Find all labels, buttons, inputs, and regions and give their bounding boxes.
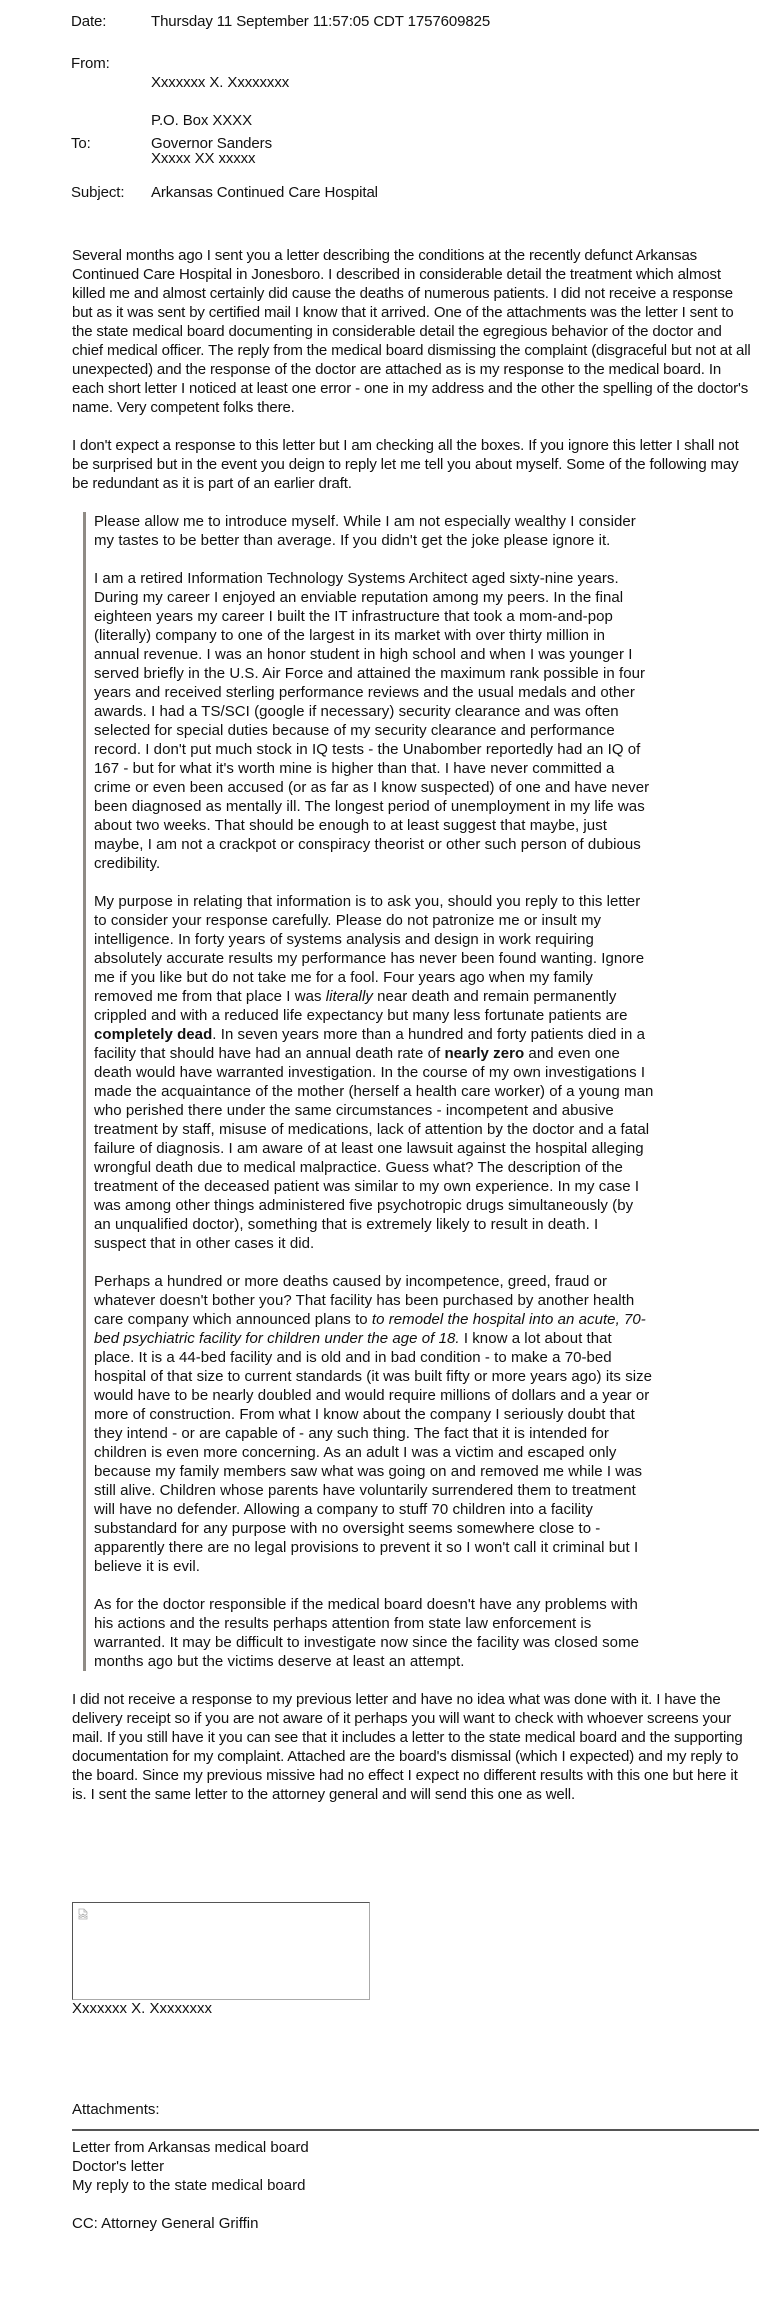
body-paragraph: Several months ago I sent you a letter describing the conditions at the recently defunct Arkansas Continued Care Hospital in Jonesboro. I described in considerable detail the treatment which almost killed me and almost certainly did cause the deaths of numerous patients. I did not receive a response but as it was sent by certified mail I know that it arrived. One of the attachments was the letter I sent to the state medical board documenting in considerable detail the egregious behavior of the doctor and chief medical officer. The reply from the medical board dismissing the complaint (disgraceful but not at all unexpected) and the response of the doctor are attached as is my response to the medical board. In each short letter I noticed at least one error - one in my address and the other the spelling of the doctor's name. Very competent folks there. bbox=[72, 247, 751, 416]
attachments-list bbox=[72, 2138, 309, 2195]
to-value: Governor Sanders bbox=[151, 135, 272, 152]
quote-text: and even one death would have warranted investigation. In the course of my own investigations I made the acquaintance of the mother (herself a health care worker) of a young man who perished there under the same circumstances - incompetent and abusive treatment by staff, misuse of medications, lack of attention by the doctor and a fatal failure of diagnosis. I am aware of at least one lawsuit against the hospital alleging wrongful death due to medical malpractice. Guess what? The description of the treatment of the deceased patient was similar to my own experience. In my case I was among other things administered five psychotropic drugs simultaneously (by an unqualified doctor), something that is extremely likely to result in death. I suspect that in other cases it did. bbox=[94, 1045, 654, 1252]
header-subject-row bbox=[71, 183, 378, 202]
quote-text: near death and remain permanently crippled and with a reduced life expectancy but many less fortunate patients are bbox=[94, 988, 628, 1024]
quote-text: My purpose in relating that information is to ask you, should you reply to this letter to consider your response carefully. Please do not patronize me or insult my intelligence. In forty years of systems analysis and design in work requiring absolutely accurate results my performance has never been found wanting. Ignore me if you like but do not take me for a fool. Four years ago when my family removed me from that place I was bbox=[94, 893, 645, 1005]
from-po-box: P.O. Box XXXX bbox=[151, 112, 252, 129]
emphasis-literally: literally bbox=[325, 988, 373, 1005]
quoted-announcement: to remodel the hospital into an acute, 70-bed psychiatric facility for children under the age of 18. bbox=[94, 1311, 646, 1347]
emphasis-nearly-zero: nearly zero bbox=[444, 1045, 525, 1062]
date-label: Date: bbox=[71, 13, 107, 30]
attachments-label: Attachments: bbox=[72, 2101, 160, 2118]
header-date-row bbox=[71, 12, 490, 31]
quote-text: Perhaps a hundred or more deaths caused by incompetence, greed, fraud or whatever doesn't bother you? That facility has been purchased by another health care company which announced plans to bbox=[94, 1273, 635, 1328]
header-from-row bbox=[71, 54, 289, 187]
signature-name: Xxxxxxx X. Xxxxxxxx bbox=[72, 2000, 213, 2017]
from-name: Xxxxxxx X. Xxxxxxxx bbox=[151, 74, 290, 91]
quote-paragraph: Please allow me to introduce myself. While I am not especially wealthy I consider my tastes to be better than average. If you didn't get the joke please ignore it. bbox=[94, 513, 636, 549]
body-paragraph: I did not receive a response to my previous letter and have no idea what was done with it. I have the delivery receipt so if you are not aware of it perhaps you will want to check with whoever screens your mail. If you still have it you can see that it includes a letter to the state medical board and the supporting documentation for my complaint. Attached are the board's dismissal (which I expected) and my reply to the board. Since my previous missive had no effect I expect no different results with this one but here it is. I sent the same letter to the attorney general and will send this one as well. bbox=[72, 1691, 743, 1803]
quoted-draft bbox=[83, 512, 654, 1671]
quote-paragraph bbox=[94, 892, 654, 1253]
from-label: From: bbox=[71, 55, 110, 72]
cc-line: CC: Attorney General Griffin bbox=[72, 2215, 259, 2232]
subject-label: Subject: bbox=[71, 184, 125, 201]
quote-text: . In seven years more than a hundred and forty patients died in a facility that should have had an annual death rate of bbox=[94, 1026, 645, 1062]
date-value: Thursday 11 September 11:57:05 CDT 1757609825 bbox=[151, 13, 491, 30]
attachment-item: Doctor's letter bbox=[72, 2158, 165, 2175]
body-paragraph: I don't expect a response to this letter but I am checking all the boxes. If you ignore this letter I shall not be surprised but in the event you deign to reply let me tell you about myself. Some of the following may be redundant as it is part of an earlier draft. bbox=[72, 437, 739, 492]
header-to-row bbox=[71, 134, 272, 153]
from-address bbox=[151, 54, 289, 187]
subject-value: Arkansas Continued Care Hospital bbox=[151, 184, 378, 201]
letter-body bbox=[72, 246, 752, 1823]
attachment-item: Letter from Arkansas medical board bbox=[72, 2139, 309, 2156]
quote-paragraph: As for the doctor responsible if the medical board doesn't have any problems with his actions and the results perhaps attention from state law enforcement is warranted. It may be difficult to investigate now since the facility was closed some months ago but the victims deserve at least an attempt. bbox=[94, 1596, 640, 1670]
emphasis-completely-dead: completely dead bbox=[94, 1026, 213, 1043]
attachments-divider bbox=[72, 2129, 759, 2131]
quote-paragraph: I am a retired Information Technology Systems Architect aged sixty-nine years. During my career I enjoyed an enviable reputation among my peers. In the final eighteen years my career I built the IT infrastructure that took a mom-and-pop (literally) company to one of the largest in its market with over thirty million in annual revenue. I was an honor student in high school and when I was younger I served briefly in the U.S. Air Force and attained the maximum rank possible in four years and received sterling performance reviews and the usual medals and other awards. I had a TS/SCI (google if necessary) security clearance and was often selected for special duties because of my security clearance and performance record. I don't put much stock in IQ tests - the Unabomber reportedly had an IQ of 167 - but for what it's worth mine is higher than that. I have never committed a crime or even been accused (or as far as I know suspected) of one and have never been diagnosed as mentally ill. The longest period of unemployment in my life was about two weeks. That should be enough to at least suggest that maybe, just maybe, I am not a crackpot or conspiracy theorist or other such person of dubious credibility. bbox=[94, 570, 650, 872]
quote-text: I know a lot about that place. It is a 44-bed facility and is old and in bad condition - to make a 70-bed hospital of that size to current standards (it was built fifty or more years ago) its size would have to be nearly doubled and would require millions of dollars and a year or more of construction. From what I know about the company I seriously doubt that they intend - or are capable of - any such thing. The fact that it is intended for children is even more concerning. As an adult I was a victim and escaped only because my family members saw what was going on and removed me while I was still alive. Children whose parents have voluntarily surrendered them to treatment will have no defender. Allowing a company to stuff 70 children into a facility substandard for any purpose with no oversight seems somewhere close to - apparently there are no legal provisions to prevent it so I won't call it criminal but I believe it is evil. bbox=[94, 1330, 653, 1575]
broken-image-icon bbox=[78, 1908, 88, 1920]
to-label: To: bbox=[71, 135, 91, 152]
quote-paragraph bbox=[94, 1272, 654, 1576]
signature-image bbox=[72, 1902, 370, 2000]
from-city-state: Xxxxx XX xxxxx bbox=[151, 150, 256, 167]
attachment-item: My reply to the state medical board bbox=[72, 2177, 306, 2194]
